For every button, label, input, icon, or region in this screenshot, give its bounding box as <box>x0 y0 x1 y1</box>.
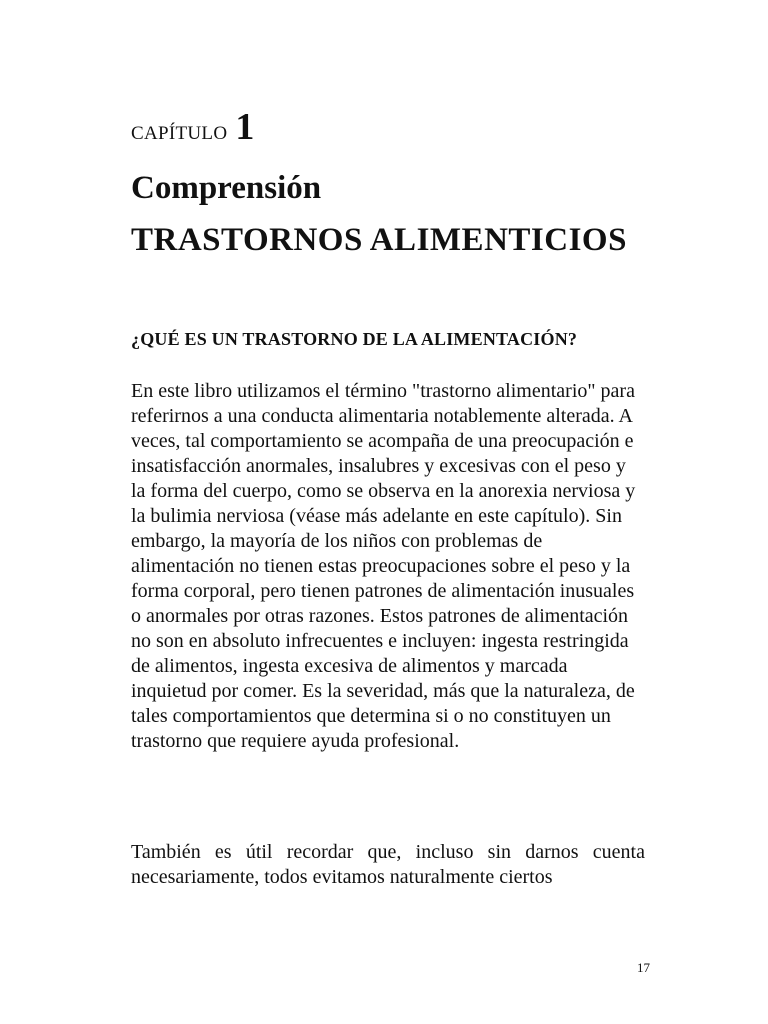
body-paragraph-2: También es útil recordar que, incluso sin darnos cuenta necesariamente, todos evitamos naturalmente ciertos <box>131 841 645 888</box>
page-number: 17 <box>637 960 650 975</box>
section-heading: ¿QUÉ ES UN TRASTORNO DE LA ALIMENTACIÓN? <box>131 329 578 349</box>
chapter-label: CAPÍTULO <box>131 123 228 144</box>
page-subtitle: TRASTORNOS ALIMENTICIOS <box>131 222 627 258</box>
chapter-heading <box>131 108 254 146</box>
page-title: Comprensión <box>131 170 322 206</box>
chapter-number: 1 <box>235 106 255 148</box>
body-paragraph-1: En este libro utilizamos el término "trastorno alimentario" para referirnos a una conducta alimentaria notablemente alterada. A veces, tal comportamiento se acompaña de una preocupación e insatisfacción anormales, insalubres y excesivas con el peso y la forma del cuerpo, como se observa en la anorexia nerviosa y la bulimia nerviosa (véase más adelante en este capítulo). Sin embargo, la mayoría de los niños con problemas de alimentación no tienen estas preocupaciones sobre el peso y la forma corporal, pero tienen patrones de alimentación inusuales o anormales por otras razones. Estos patrones de alimentación no son en absoluto infrecuentes e incluyen: ingesta restringida de alimentos, ingesta excesiva de alimentos y marcada inquietud por comer. Es la severidad, más que la naturaleza, de tales comportamientos que determina si o no constituyen un trastorno que requiere ayuda profesional. <box>131 380 636 752</box>
